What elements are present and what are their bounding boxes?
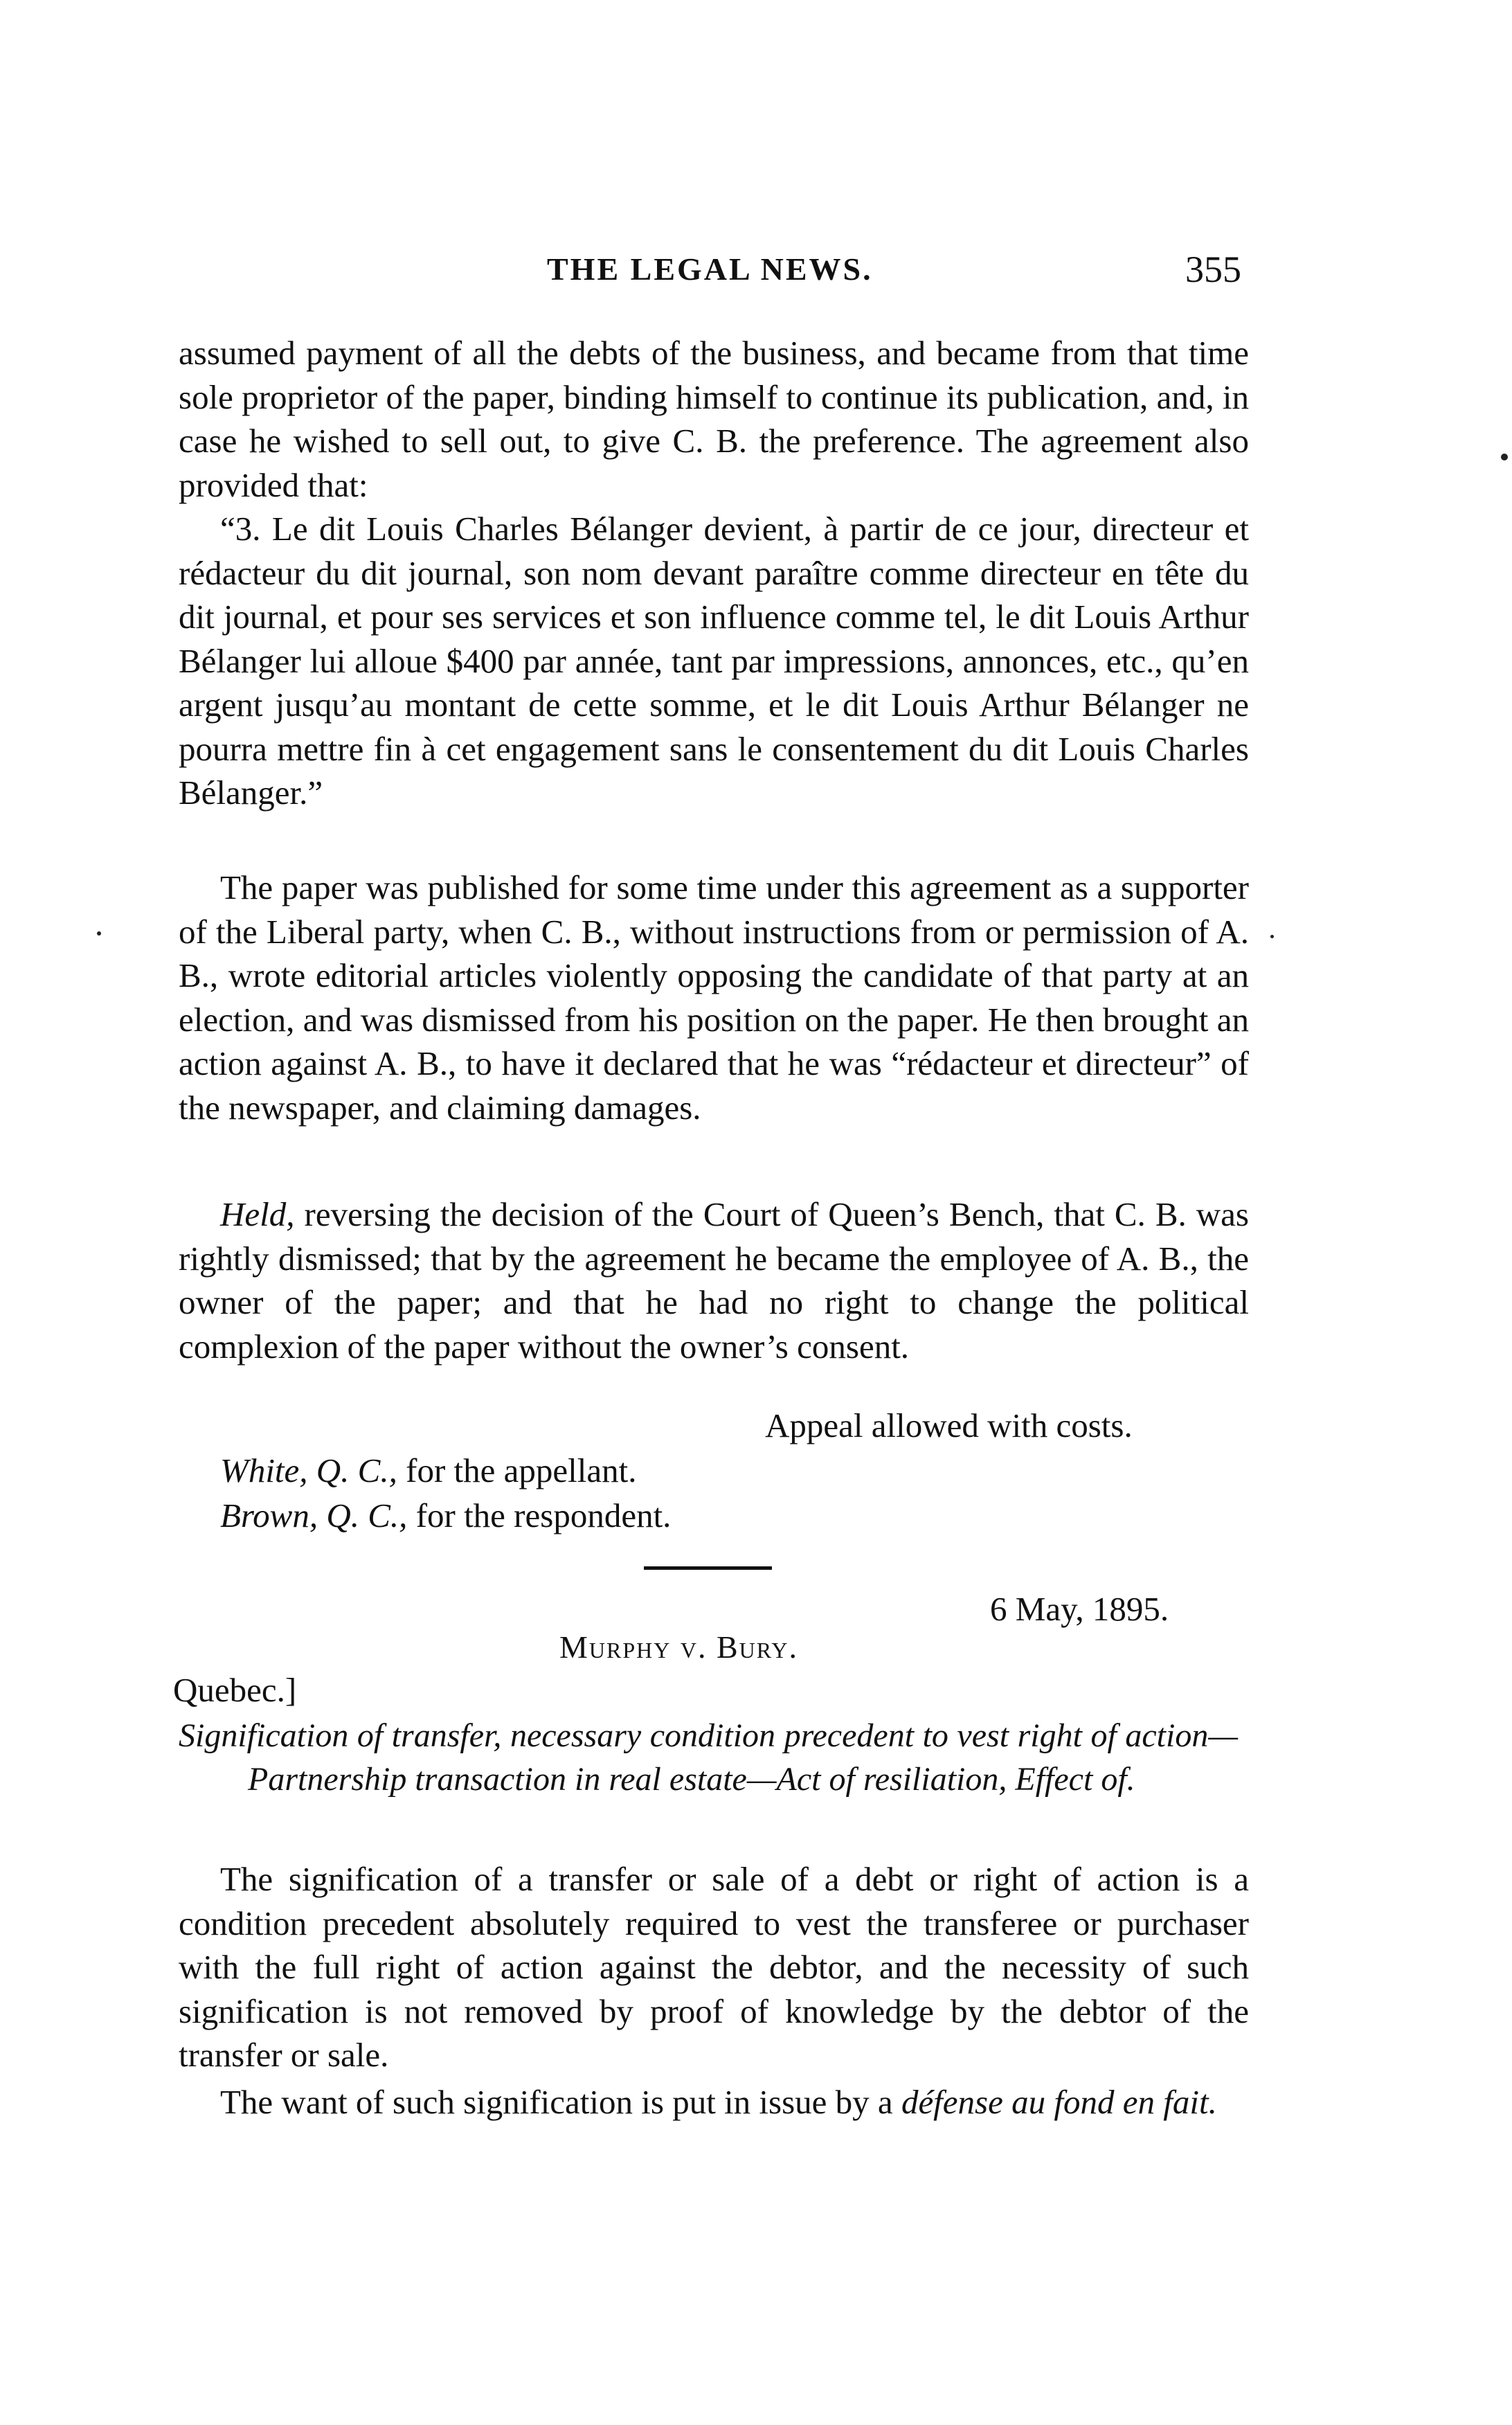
disposition: Appeal allowed with costs.: [765, 1406, 1133, 1444]
opening-section: [179, 331, 1249, 815]
running-title: THE LEGAL NEWS.: [547, 251, 873, 287]
case-paragraph: The signification of a transfer or sale of a debt or right of action is a condition precedent absolutely required to vest the transferee or purchaser with the full right of action against the debtor, and the necessity of such signification is not removed by proof of knowledge by the debtor of the transfer or sale.: [179, 1860, 1249, 2074]
counsel-name: Brown, Q. C.,: [220, 1496, 408, 1534]
page-number: 355: [1185, 249, 1241, 290]
quotation: “3. Le dit Louis Charles Bélanger devient, à partir de ce jour, directeur et rédacteur du dit journal, son nom devant paraître comme directeur en tête du dit journal, et pour ses services et son influence comme tel, le dit Louis Arthur Bélanger lui alloue $400 par année, tant par impressions, annonces, etc., qu’en argent jusqu’au montant de cette somme, et le dit Louis Arthur Bélanger ne pourra mettre fin à cet engagement sans le consentement du dit Louis Charles Bélanger.”: [179, 510, 1249, 812]
margin-mark: [1270, 935, 1274, 938]
counsel-role: for the respondent.: [407, 1496, 672, 1534]
case-body: [179, 1857, 1249, 2124]
case-date: 6 May, 1895.: [990, 1590, 1169, 1628]
facts-section: [179, 866, 1249, 1129]
counsel-role: for the appellant.: [397, 1451, 637, 1489]
case-paragraph-italic: défense au fond en fait.: [901, 2082, 1217, 2121]
case-paragraph-text: The want of such signification is put in issue by a: [220, 2082, 901, 2121]
counsel-appellant: [220, 1451, 636, 1490]
section-divider: [644, 1566, 772, 1570]
case-paragraph: [179, 2080, 1249, 2124]
margin-mark: [1501, 454, 1508, 460]
facts-paragraph: The paper was published for some time under this agreement as a supporter of the Liberal party, when C. B., without instructions from or permission of A. B., wrote editorial articles violently opposing the candidate of that party at an election, and was dismissed from his position on the paper. He then brought an action against A. B., to have it declared that he was “rédacteur et directeur” of the newspaper, and claiming damages.: [179, 868, 1249, 1127]
holding-text: reversing the decision of the Court of Queen’s Bench, that C. B. was rightly dismissed; that by the agreement he became the employee of A. B., the owner of the paper; and that he had no right to change the political complexion of the paper without the owner’s consent.: [179, 1195, 1249, 1366]
margin-mark: [97, 931, 101, 936]
headnote: Signification of transfer, necessary condition precedent to vest right of action—Partnership transaction in real estate—Act of resiliation, Effect of.: [179, 1717, 1238, 1798]
counsel-respondent: [220, 1496, 671, 1535]
counsel-name: White, Q. C.,: [220, 1451, 397, 1489]
opening-paragraph: assumed payment of all the debts of the business, and became from that time sole proprietor of the paper, binding himself to continue its publication, and, in case he wished to sell out, to give C. B. the preference. The agreement also provided that:: [179, 334, 1249, 504]
page-header: [0, 251, 1512, 292]
holding-paragraph: [179, 1192, 1249, 1368]
court-label: Quebec.]: [173, 1671, 297, 1709]
holding-section: [179, 1192, 1249, 1368]
case-title: Murphy v. Bury.: [559, 1629, 798, 1665]
holding-lead: Held,: [220, 1195, 295, 1233]
